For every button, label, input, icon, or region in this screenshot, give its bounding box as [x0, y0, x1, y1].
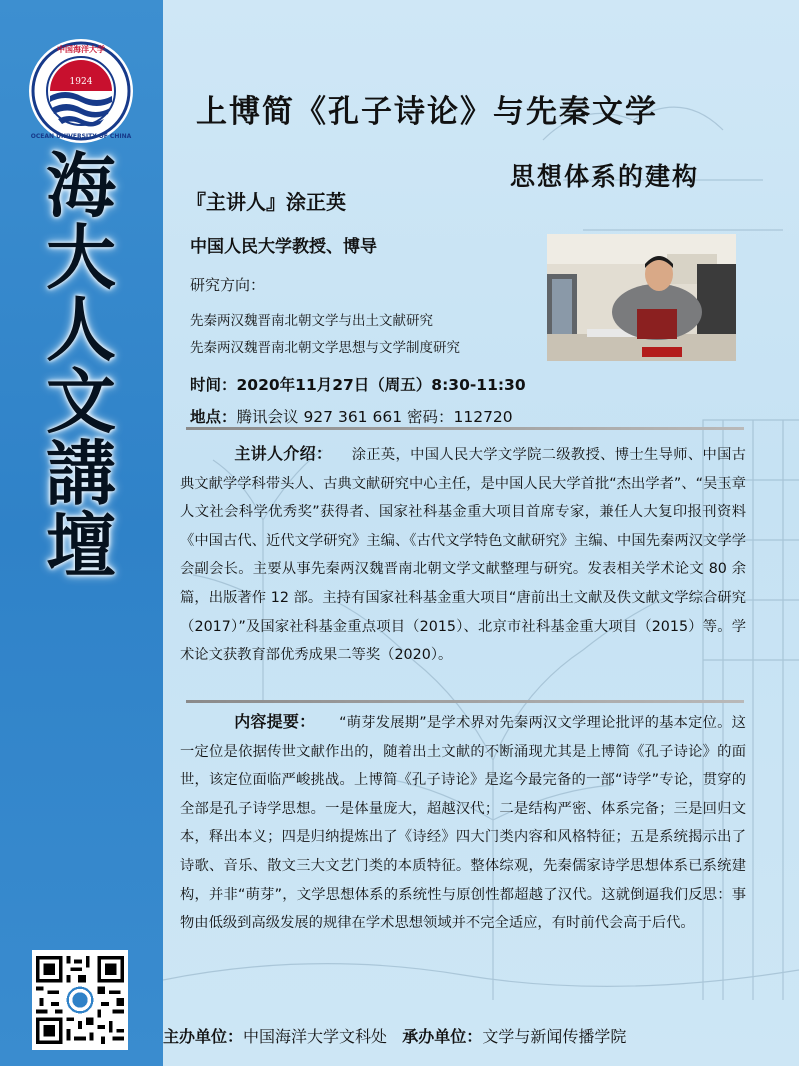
logo-university-en: OCEAN UNIVERSITY OF CHINA — [30, 133, 132, 140]
bio-label: 主讲人介绍： — [234, 444, 333, 463]
event-venue — [190, 405, 513, 427]
footer — [163, 1024, 799, 1047]
organizer-label: 承办单位： — [402, 1027, 483, 1046]
qr-code[interactable] — [32, 950, 128, 1050]
sidebar-title-char: 壇 — [46, 504, 116, 587]
research-direction-item: 先秦两汉魏晋南北朝文学与出土文献研究 — [190, 313, 433, 329]
university-logo — [28, 38, 134, 144]
speaker-bio — [180, 440, 746, 670]
lecture-summary — [180, 708, 746, 938]
logo-university-cn: 中国海洋大学 — [57, 45, 105, 54]
event-time — [190, 373, 526, 395]
host-value: 中国海洋大学文科处 — [243, 1027, 388, 1046]
venue-label: 地点： — [190, 408, 237, 426]
organizer-value: 文学与新闻传播学院 — [482, 1027, 627, 1046]
sidebar-title-char: 人 — [46, 288, 116, 371]
time-value: 2020年11月27日（周五）8:30-11:30 — [236, 376, 526, 394]
lecture-title-line2: 思想体系的建构 — [510, 162, 700, 191]
summary-label: 内容提要： — [234, 712, 316, 731]
bio-text: 涂正英，中国人民大学文学院二级教授、博士生导师、中国古典文献学学科带头人、古典文献研究中心主任，是中国人民大学首批“杰出学者”、“吴玉章人文社会科学优秀奖”获得者、国家社科基金重大项目首席专家，兼任人大复印报刊资料《中国古代、近代文学研究》主编、《古代文学特色文献研究》主编、中国先秦两汉文学学会副会长。主要从事先秦两汉魏晋南北朝文学文献整理与研究。发表相关学术论文 80 余篇，出版著作 12 部。主持有国家社科基金重大项目“唐前出土文献及佚文献文学综合研究（2017）”及国家社科基金重点项目（2015）、北京市社科基金重大项目（2015）等。学术论文获教育部优秀成果二等奖（2020）。 — [180, 447, 746, 664]
left-sidebar — [0, 0, 163, 1066]
lecture-title-line1: 上博简《孔子诗论》与先秦文学 — [196, 94, 658, 130]
time-label: 时间： — [190, 376, 237, 394]
speaker-name: 涂正英 — [286, 190, 346, 214]
research-direction-item: 先秦两汉魏晋南北朝文学思想与文学制度研究 — [190, 340, 460, 356]
research-direction-label: 研究方向： — [190, 276, 266, 294]
logo-year: 1924 — [69, 77, 93, 87]
divider — [186, 427, 744, 430]
divider — [186, 700, 744, 703]
sidebar-title — [36, 144, 126, 587]
summary-text: “萌芽发展期”是学术界对先秦两汉文学理论批评的基本定位。这一定位是依据传世文献作出的，随着出土文献的不断涌现尤其是上博简《孔子诗论》的面世，该定位面临严峻挑战。上博简《孔子诗论》是迄今最完备的一部“诗学”专论，贯穿的全部是孔子诗学思想。一是体量庞大，超越汉代；二是结构严密、体系完备；三是回归文本，释出本义；四是归纳提炼出了《诗经》四大门类内容和风格特征；五是系统揭示出了诗歌、音乐、散文三大文艺门类的本质特征。整体综观，先秦儒家诗学思想体系已系统建构，并非“萌芽”，文学思想体系的系统性与原创性都超越了汉代。这就倒逼我们反思：事物由低级到高级发展的规律在学术思想领域并不完全适应，有时前代会高于后代。 — [180, 715, 746, 932]
sidebar-title-char: 海 — [46, 144, 116, 227]
speaker-line — [186, 186, 346, 215]
speaker-affiliation: 中国人民大学教授、博导 — [190, 237, 377, 257]
sidebar-title-char: 文 — [46, 360, 116, 443]
sidebar-title-char: 講 — [46, 432, 116, 515]
speaker-label: 『主讲人』 — [186, 190, 286, 214]
speaker-photo — [547, 234, 736, 361]
host-label: 主办单位： — [163, 1027, 244, 1046]
sidebar-title-char: 大 — [46, 216, 116, 299]
venue-value: 腾讯会议 927 361 661 密码：112720 — [236, 408, 513, 426]
